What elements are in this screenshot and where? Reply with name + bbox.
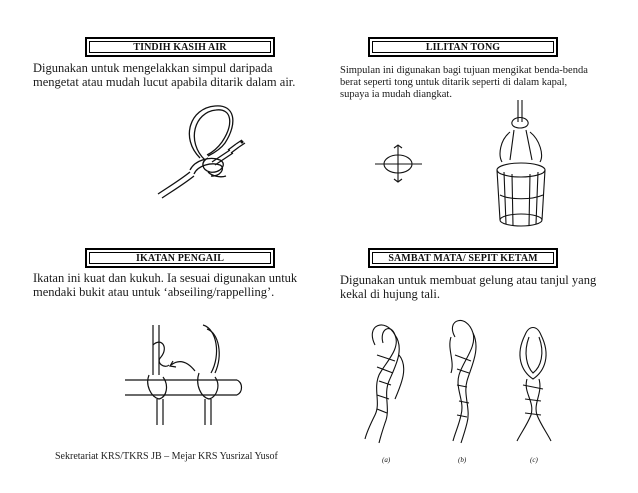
section-title-lilitan-text: LILITAN TONG [425, 41, 501, 53]
figure-label-b: (b) [458, 456, 467, 464]
figure-label-c: (c) [530, 456, 538, 464]
section-title-tindih [85, 37, 275, 57]
section-title-pengail [85, 248, 275, 268]
barrel-sling-icon [360, 100, 560, 230]
section-desc-pengail: Ikatan ini kuat dan kukuh. Ia sesuai digunakan untuk mendaki bukit atau untuk ‘abseiling/rappelling’. [33, 271, 298, 299]
section-title-tindih-text: TINDIH KASIH AIR [133, 41, 227, 53]
fishermans-knot-icon [125, 325, 245, 430]
footer-credit: Sekretariat KRS/TKRS JB – Mejar KRS Yusrizal Yusof [55, 451, 278, 462]
section-title-lilitan [368, 37, 558, 57]
bowline-knot-icon [150, 98, 280, 198]
figure-label-a: (a) [382, 456, 391, 464]
section-title-pengail-text: IKATAN PENGAIL [136, 252, 224, 264]
section-desc-lilitan: Simpulan ini digunakan bagi tujuan mengikat benda-benda berat seperti tong untuk ditarik seperti di dalam kapal, supaya ia mudah diangkat. [340, 65, 588, 100]
eye-splice-icon [355, 315, 585, 450]
section-title-sambat-text: SAMBAT MATA/ SEPIT KETAM [388, 252, 538, 264]
section-title-sambat [368, 248, 558, 268]
section-desc-sambat: Digunakan untuk membuat gelung atau tanjul yang kekal di hujung tali. [340, 273, 597, 301]
section-desc-tindih: Digunakan untuk mengelakkan simpul daripada mengetat atau mudah lucut apabila ditarik dalam air. [33, 61, 296, 89]
